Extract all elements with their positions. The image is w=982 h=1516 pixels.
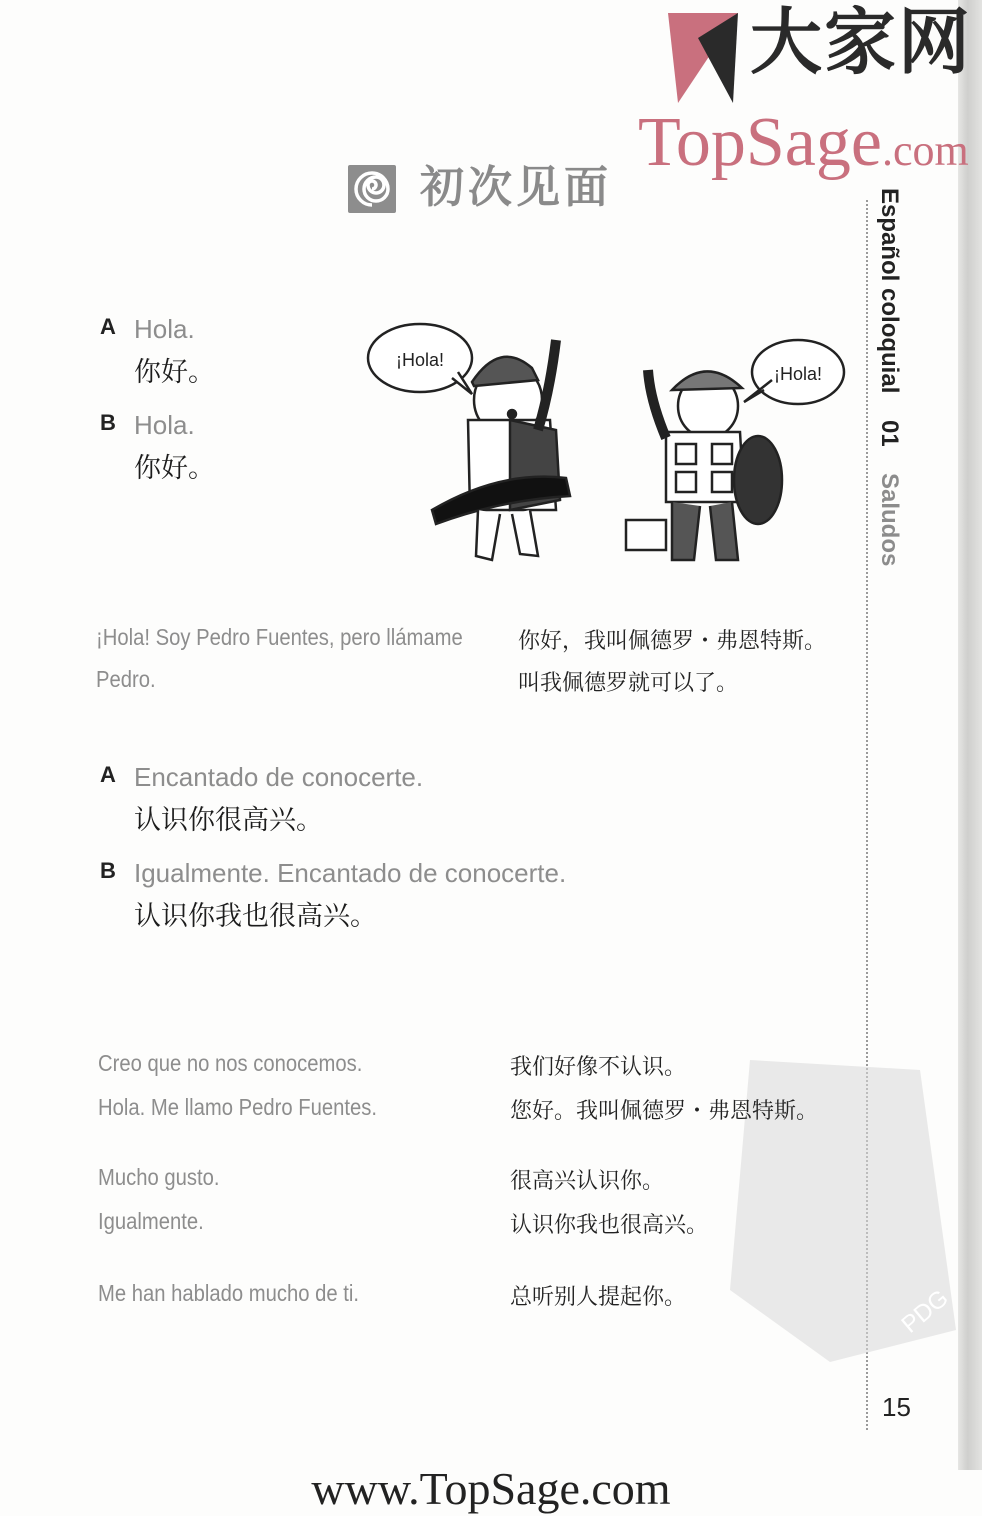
topsage-logo-icon: [638, 8, 748, 108]
phrase-cn: 您好。我叫佩德罗・弗恩特斯。: [510, 1099, 819, 1124]
dialogue-cn-line: 你好。: [134, 357, 215, 388]
phrase-cn: 很高兴认识你。: [510, 1169, 665, 1194]
bubble-right-text: ¡Hola!: [773, 364, 823, 384]
intro-cn-line: 你好，我叫佩德罗・弗恩特斯。: [518, 629, 827, 654]
right-man-figure: [626, 370, 782, 560]
dialogue-es-line: Igualmente. Encantado de conocerte.: [134, 858, 567, 888]
phrase-es: Igualmente.: [98, 1208, 204, 1234]
svg-text:PDG: PDG: [896, 1284, 954, 1339]
phrase-cn: 总听别人提起你。: [510, 1285, 687, 1310]
intro-es-line: Pedro.: [96, 666, 156, 692]
page-number: 15: [882, 1392, 911, 1422]
intro-cn-line: 叫我佩德罗就可以了。: [518, 671, 739, 696]
footer-url: www.TopSage.com: [311, 1463, 671, 1514]
phrase-cn: 我们好像不认识。: [510, 1055, 687, 1080]
chapter-number: 01: [876, 420, 903, 447]
dialogue-es-line: Hola.: [134, 410, 195, 440]
bubble-left-text: ¡Hola!: [395, 350, 445, 370]
book-title: Español coloquial: [876, 188, 903, 394]
dialogue-es-line: Hola.: [134, 314, 195, 344]
greeting-illustration: [360, 310, 850, 580]
logo-english: TopSage.com: [638, 104, 969, 181]
section-title: 初次见面: [420, 162, 612, 213]
speaker-b: B: [100, 410, 116, 435]
speaker-a: A: [100, 314, 116, 339]
chapter-sidebar: [877, 188, 901, 567]
logo-chinese: 大家网: [750, 0, 973, 84]
intro-es-line: ¡Hola! Soy Pedro Fuentes, pero llámame: [96, 624, 463, 650]
dialogue-cn-line: 你好。: [134, 453, 215, 484]
speaker-a: A: [100, 762, 116, 787]
dialogue-cn-line: 认识你很高兴。: [134, 805, 323, 836]
speaker-b: B: [100, 858, 116, 883]
phrase-es: Creo que no nos conocemos.: [98, 1050, 363, 1076]
chapter-name: Saludos: [876, 473, 903, 567]
spiral-icon: [348, 165, 396, 213]
phrase-cn: 认识你我也很高兴。: [510, 1213, 709, 1238]
phrase-es: Hola. Me llamo Pedro Fuentes.: [98, 1094, 378, 1120]
phrase-es: Me han hablado mucho de ti.: [98, 1280, 360, 1306]
dialogue-es-line: Encantado de conocerte.: [134, 762, 424, 792]
phrase-es: Mucho gusto.: [98, 1164, 220, 1190]
page-edge: [958, 0, 982, 1470]
dialogue-cn-line: 认识你我也很高兴。: [134, 901, 377, 932]
